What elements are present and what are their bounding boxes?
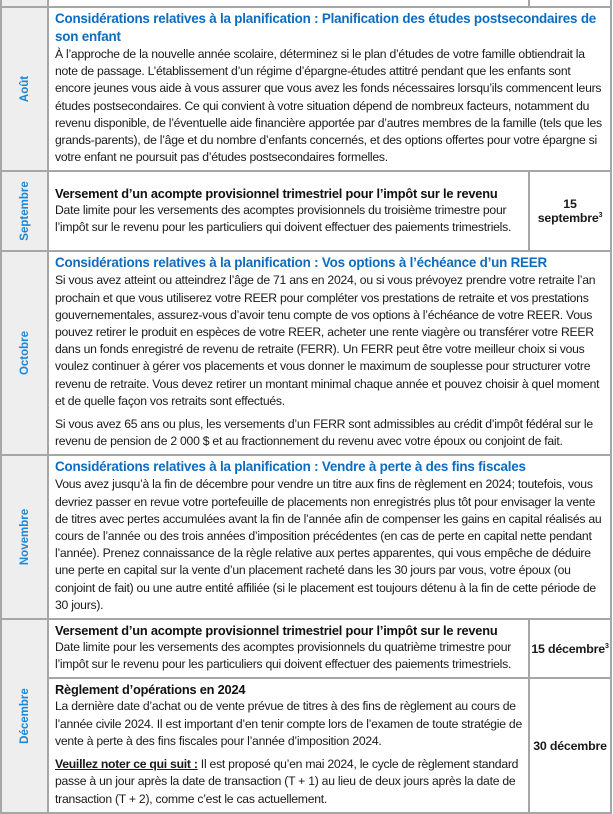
row-decembre-item2	[1, 678, 611, 812]
month-cell	[1, 7, 48, 171]
month-label: Septembre	[18, 181, 31, 242]
deadline-date: 15 décembre	[531, 641, 605, 656]
month-cell	[1, 455, 48, 619]
month-label: Novembre	[18, 509, 31, 566]
date-cell	[529, 171, 611, 251]
date-cell	[529, 678, 611, 812]
content-cell	[48, 678, 529, 812]
section-body: Vous avez jusqu’à la fin de décembre pour vendre un titre aux fins de règlement en 2024; toutefois, vous devriez passer en revue votre portefeuille de placements non enregistrés plus tôt pour envisager la vente de titres avec pertes accumulées avant la fin de l’année afin de compenser les gains en capital réalisés au cours de l’année ou des trois années d’imposition précédentes (en cas de perte en capital nette pendant l’année). Prenez connaissance de la règle relative aux pertes apparentes, qui vous empêche de déduire une perte en capital sur la vente d’un placement racheté dans les 30 jours par vous, votre époux (ou conjoint de fait) ou une autre entité affiliée (si le placement est toujours détenu à la fin de cette période de 30 jours).	[55, 477, 602, 612]
row-decembre-item1	[1, 619, 611, 678]
row-septembre	[1, 171, 611, 251]
section-heading: Versement d’un acompte provisionnel trimestriel pour l’impôt sur le revenu	[55, 623, 498, 639]
section-body: La dernière date d’achat ou de vente prévue de titres à des fins de règlement au cours de l’année civile 2024. Il est important d’en tenir compte lors de l’examen de toute stratégie de vente à perte à des fins fiscales pour l’année d’imposition 2024.	[55, 699, 522, 748]
row-novembre	[1, 455, 611, 619]
date-cell	[529, 0, 611, 7]
footnote-marker: 3	[604, 642, 609, 650]
section-body-2: Si vous avez 65 ans ou plus, les versements d’un FERR sont admissibles au crédit d’impôt fédéral sur le revenu de pension de 2 000 $ et au fractionnement du revenu avec votre époux ou conjoint de fait.	[55, 417, 593, 449]
section-heading: Considérations relatives à la planification : Planification des études postsecondaires de son enfant	[55, 11, 597, 44]
section-heading: Considérations relatives à la planification : Vos options à l’échéance d’un REER	[55, 255, 547, 271]
row-aout	[1, 7, 611, 171]
row-octobre	[1, 251, 611, 455]
content-cell	[48, 7, 611, 171]
month-label: Août	[18, 76, 31, 103]
content-cell	[48, 251, 611, 455]
month-label: Décembre	[18, 688, 31, 744]
note-paragraph	[55, 756, 522, 808]
date-cell	[529, 619, 611, 678]
section-body: À l’approche de la nouvelle année scolaire, déterminez si le plan d’études de votre famille obtiendrait la note de passage. L’établissement d’un régime d’épargne-études attitré pendant que les enfants sont encore jeunes vous aide à vous assurer que vous avez les fonds nécessaires lorsqu’ils commencent leurs études postsecondaires. Ce qui convient à votre situation dépend de nombreux facteurs, notamment du revenu disponible, de l’éventuelle aide financière apportée par d’autres membres de la famille (tels que les grands-parents), de l’âge et du nombre d’enfants concernés, et des options offertes pour votre épargne si votre enfant ne poursuit pas d’études postsecondaires formelles.	[55, 47, 602, 165]
section-body: Date limite pour les versements des acomptes provisionnels du quatrième trimestre pour l’impôt sur le revenu pour les particuliers qui doivent effectuer des paiements trimestriels.	[55, 640, 512, 672]
content-cell	[48, 455, 611, 619]
month-label: Octobre	[18, 331, 31, 376]
note-label: Veuillez noter ce qui suit :	[55, 757, 198, 772]
previous-row-partial	[1, 0, 611, 7]
month-cell	[1, 171, 48, 251]
section-heading: Considérations relatives à la planification : Vendre à perte à des fins fiscales	[55, 459, 526, 475]
section-body: Si vous avez atteint ou atteindrez l’âge de 71 ans en 2024, ou si vous prévoyez prendre votre retraite l’an prochain et que vous utiliserez votre REER pour compléter vos prestations de retraite et vos prestations gouvernementales, assurez-vous d’avoir tenu compte de vos options à l’échéance de votre REER. Vous pouvez retirer le produit en espèces de votre REER, acheter une rente viagère ou transférer votre REER dans un fonds enregistré de revenu de retraite (FERR). Un FERR peut être votre meilleur choix si vous voulez continuer à gérer vos placements et vous donner le maximum de souplesse pour structurer votre revenu de retraite. Vous devez retirer un montant minimal chaque année et pouvez choisir à quel moment et de quelle façon vos retraits sont effectués.	[55, 273, 600, 408]
section-body: Date limite pour les versements des acomptes provisionnels du troisième trimestre pour l’impôt sur le revenu pour les particuliers qui doivent effectuer des paiements trimestriels.	[55, 202, 512, 234]
deadline-date: 15 septembre	[537, 197, 599, 226]
section-heading: Versement d’un acompte provisionnel trimestriel pour l’impôt sur le revenu	[55, 185, 498, 201]
content-cell	[48, 171, 529, 251]
content-cell	[48, 0, 529, 7]
note-body: Il est proposé qu’en mai 2024, le cycle de règlement standard passe à un jour après la date de transaction (T + 1) au lieu de deux jours après la date de transaction (T + 2), comme c’est le cas actuellement.	[55, 757, 519, 806]
month-cell	[1, 619, 48, 813]
section-heading: Règlement d’opérations en 2024	[55, 682, 246, 698]
month-cell	[1, 0, 48, 7]
deadline-date: 30 décembre	[533, 738, 607, 753]
footnote-marker: 3	[598, 212, 603, 220]
month-cell	[1, 251, 48, 455]
content-cell	[48, 619, 529, 678]
